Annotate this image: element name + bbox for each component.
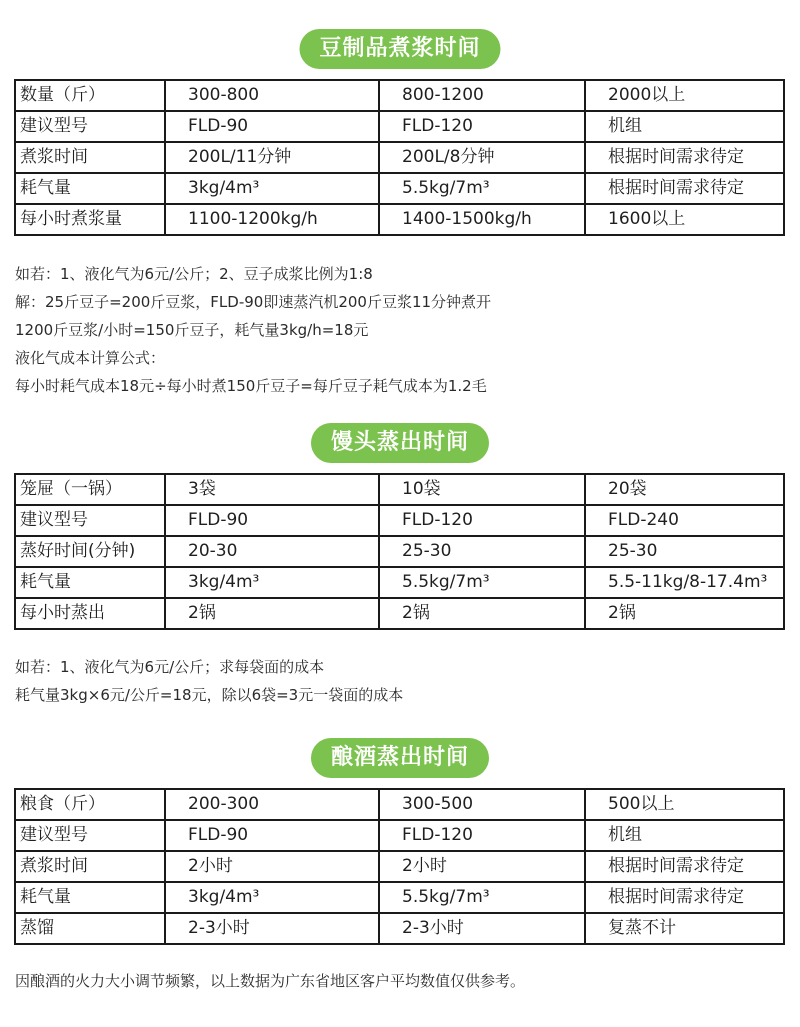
table-cell: 5.5kg/7m³	[379, 173, 585, 204]
table-cell: FLD-90	[165, 820, 379, 851]
table-row	[15, 173, 784, 204]
row-label: 蒸馏	[15, 913, 165, 944]
row-label: 数量（斤）	[15, 80, 165, 111]
row-label: 耗气量	[15, 173, 165, 204]
table-cell: 2锅	[165, 598, 379, 629]
row-label: 每小时蒸出	[15, 598, 165, 629]
table-row	[15, 851, 784, 882]
row-label: 笼屉（一锅）	[15, 474, 165, 505]
table-cell: 根据时间需求待定	[585, 882, 784, 913]
brewing-spec-table	[14, 788, 785, 945]
table-cell: 5.5kg/7m³	[379, 567, 585, 598]
table-row	[15, 505, 784, 536]
note-line: 1200斤豆浆/小时=150斤豆子，耗气量3kg/h=18元	[15, 321, 369, 339]
table-cell: 2-3小时	[165, 913, 379, 944]
table-cell: FLD-90	[165, 505, 379, 536]
row-label: 建议型号	[15, 111, 165, 142]
table-cell: 5.5-11kg/8-17.4m³	[585, 567, 784, 598]
table-cell: 20-30	[165, 536, 379, 567]
table-row	[15, 111, 784, 142]
table-cell: 根据时间需求待定	[585, 173, 784, 204]
row-label: 建议型号	[15, 820, 165, 851]
bun-spec-table	[14, 473, 785, 630]
table-cell: 1600以上	[585, 204, 784, 235]
table-row	[15, 789, 784, 820]
row-label: 粮食（斤）	[15, 789, 165, 820]
table-cell: 3kg/4m³	[165, 882, 379, 913]
row-label: 耗气量	[15, 567, 165, 598]
soy-notes	[15, 260, 491, 400]
table-row	[15, 820, 784, 851]
section-title-steamed-bun: 馒头蒸出时间	[311, 423, 489, 463]
table-cell: 2锅	[379, 598, 585, 629]
table-cell: 2000以上	[585, 80, 784, 111]
table-cell: 300-500	[379, 789, 585, 820]
table-cell: 500以上	[585, 789, 784, 820]
table-cell: 5.5kg/7m³	[379, 882, 585, 913]
table-cell: FLD-120	[379, 111, 585, 142]
table-cell: 200L/11分钟	[165, 142, 379, 173]
note-line: 如若：1、液化气为6元/公斤；2、豆子成浆比例为1:8	[15, 265, 373, 283]
table-cell: FLD-120	[379, 820, 585, 851]
table-cell: 机组	[585, 820, 784, 851]
table-cell: 10袋	[379, 474, 585, 505]
table-cell: 复蒸不计	[585, 913, 784, 944]
row-label: 建议型号	[15, 505, 165, 536]
section-title-brewing: 酿酒蒸出时间	[311, 738, 489, 778]
table-cell: 根据时间需求待定	[585, 851, 784, 882]
table-cell: 300-800	[165, 80, 379, 111]
table-row	[15, 80, 784, 111]
table-cell: 机组	[585, 111, 784, 142]
table-cell: 3kg/4m³	[165, 567, 379, 598]
table-cell: FLD-90	[165, 111, 379, 142]
section-title-soy: 豆制品煮浆时间	[299, 29, 500, 69]
row-label: 每小时煮浆量	[15, 204, 165, 235]
table-cell: 200L/8分钟	[379, 142, 585, 173]
table-cell: 20袋	[585, 474, 784, 505]
table-cell: 2锅	[585, 598, 784, 629]
table-row	[15, 913, 784, 944]
table-row	[15, 598, 784, 629]
table-cell: 1100-1200kg/h	[165, 204, 379, 235]
table-cell: 2小时	[165, 851, 379, 882]
table-row	[15, 474, 784, 505]
note-line: 如若：1、液化气为6元/公斤；求每袋面的成本	[15, 658, 325, 676]
table-cell: 2-3小时	[379, 913, 585, 944]
note-line: 因酿酒的火力大小调节频繁，以上数据为广东省地区客户平均数值仅供参考。	[15, 972, 526, 990]
table-cell: FLD-120	[379, 505, 585, 536]
note-line: 耗气量3kg×6元/公斤=18元，除以6袋=3元一袋面的成本	[15, 686, 404, 704]
table-cell: 25-30	[379, 536, 585, 567]
table-row	[15, 142, 784, 173]
table-cell: 2小时	[379, 851, 585, 882]
brewing-notes	[15, 967, 525, 995]
table-cell: 3kg/4m³	[165, 173, 379, 204]
table-cell: 800-1200	[379, 80, 585, 111]
table-row	[15, 204, 784, 235]
table-cell: 3袋	[165, 474, 379, 505]
table-row	[15, 536, 784, 567]
note-line: 每小时耗气成本18元÷每小时煮150斤豆子=每斤豆子耗气成本为1.2毛	[15, 377, 487, 395]
table-cell: 200-300	[165, 789, 379, 820]
note-line: 液化气成本计算公式：	[15, 349, 166, 367]
table-cell: 25-30	[585, 536, 784, 567]
table-cell: 1400-1500kg/h	[379, 204, 585, 235]
row-label: 蒸好时间(分钟)	[15, 536, 165, 567]
row-label: 煮浆时间	[15, 142, 165, 173]
note-line: 解：25斤豆子=200斤豆浆，FLD-90即速蒸汽机200斤豆浆11分钟煮开	[15, 293, 492, 311]
table-row	[15, 567, 784, 598]
soy-spec-table	[14, 79, 785, 236]
table-cell: 根据时间需求待定	[585, 142, 784, 173]
row-label: 煮浆时间	[15, 851, 165, 882]
row-label: 耗气量	[15, 882, 165, 913]
bun-notes	[15, 653, 403, 709]
table-cell: FLD-240	[585, 505, 784, 536]
table-row	[15, 882, 784, 913]
